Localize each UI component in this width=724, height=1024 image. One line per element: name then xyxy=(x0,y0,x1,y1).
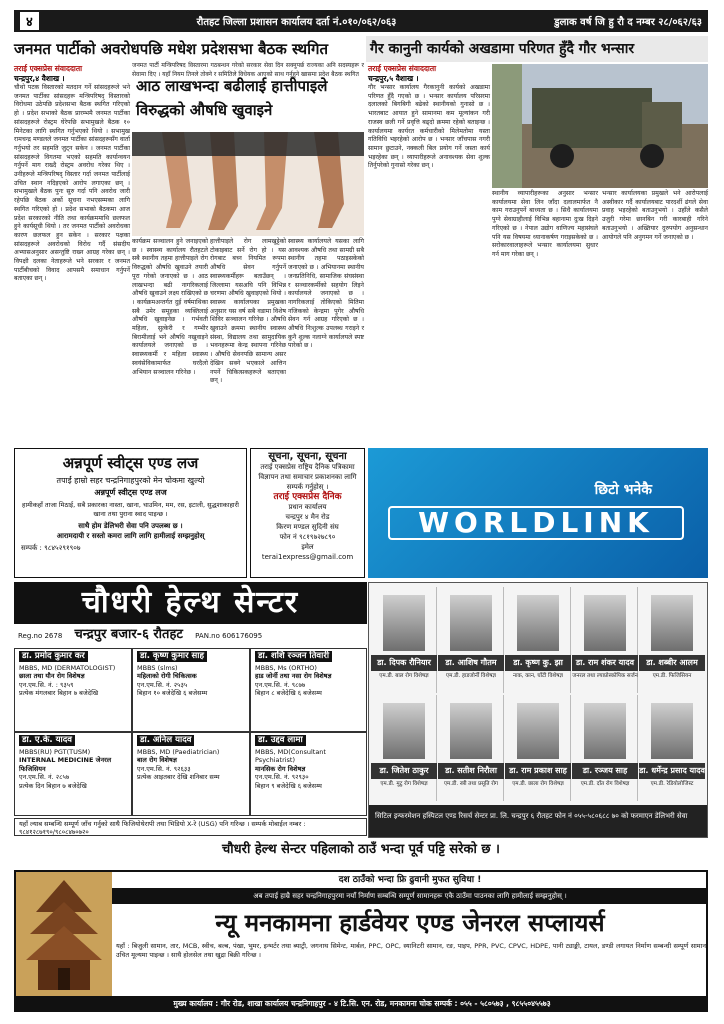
doctor-photo xyxy=(383,703,425,759)
hospital-footer: सिटिल इन्फरमेशन हस्पिटल एण्ड रिसर्च सेन्टर प्रा. लि. चन्द्रपुर ६ रौतहट फोन नं ०५५-५८०६८८ ७० को फरमाएन डेलिभरी सेवा xyxy=(369,805,707,837)
story1-byline: तराई एक्सप्रेस संवाददाता xyxy=(14,64,83,73)
doctor-photo xyxy=(517,595,559,651)
gallery-doctor xyxy=(505,587,571,693)
story1-photo-caption: जनमत पार्टी मन्त्रिपरिषद विस्तारमा गठबन्धन गरेको सरकार सेवा दिन सक्नुपर्छ राज्यका अनि सदस्यहरू र सेवामा दिए । यहाँ नियम तिनले तोक्ने र समितिले विधेयक आएको साथ गर्नुहुने खासमा प्रदेश बैठक स्थगित xyxy=(132,62,364,78)
doctor-name: डा. उद्दव लामा xyxy=(255,735,306,746)
gallery-doctor xyxy=(572,695,638,801)
story2-body-a: कार्यक्रम सञ्चालन हुने जनाइएको छ । स्वास्थ्य कार्यालय रौतहटले सबै स्थानीय तहमा हात्तीपाइले रोग विरुद्धको औषधि खुवाउने तयारी पूरा गरेको जनाएको छ । आठ लाखभन्दा बढी नागरिकलाई औषधि खुवाउने लक्ष्य राखिएको छ । कार्यक्रमअन्तर्गत दुई वर्षमाथिका सबै उमेर समूहका व्यक्तिलाई औषधि खुवाइनेछ । गर्भवती महिला, सुत्केरी र गम्भीर बिरामीलाई भने औषधि नखुवाइने कार्यालयले जनाएको छ । स्वास्थ्यकर्मी र महिला स्वास्थ्य स्वयंसेविकामार्फत घरदैलो अभियान सञ्चालन गरिनेछ । xyxy=(132,238,208,376)
postal-line: डुलाक वर्ष जि हु रौ द नम्बर २८/०६२/६३ xyxy=(554,17,702,28)
annapurna-tagline: साथै होम डेलिभरी सेवा पनि उपलब्ध छ । xyxy=(78,522,183,530)
gallery-doctor-name: डा. सतीश निरौला xyxy=(438,763,504,779)
doctor-photo xyxy=(450,595,492,651)
story3-truck-photo xyxy=(492,64,708,188)
annapurna-phone: ९८४५२९१९०७ xyxy=(44,544,81,552)
hardware-strip: अब तपाई हाम्रै सहर चन्द्रनिगाहपुरमा नयाँ निर्माण सम्बन्धि सम्पूर्ण सामानहरू एकै ठाउँमा पाउनका लागि हामीलाई सम्झनुहोस् । xyxy=(112,888,708,904)
page-number: ४ xyxy=(20,12,39,30)
story3-body-1: गौर भन्सार कार्यालय गैरकानुनी कार्यको अखडामा परिणत हुँदै गएको छ । भन्सार कार्यालय परिसरमा दलालको बिगबिगी बढेको स्थानीयको गुनासो छ । भारतबाट आयात हुने सामानमा कम मूल्यांकन गरी राजस्व छली गर्ने प्रवृत्ति बढ्दो क्रममा रहेको बताइन्छ । कार्यालयमा कार्यरत कर्मचारीको मिलेमतोमा यस्ता गतिविधि भइरहेको आरोप छ । भन्सार जाँचपास नगरी सामान छुटाउने, नक्कली बिल प्रयोग गर्ने जस्ता कार्य भइरहेका छन् । व्यापारीहरूले अनावश्यक सेवा शुल्क तिर्नुपरेको गुनासो गरेका छन् । xyxy=(368,84,490,170)
hardware-items: यहाँ : बिजुली सामान, तार, MCB, स्वीच, बल्ब, पंखा, भुमर, इन्भर्टर तथा ब्याट्री, जगनाथ सिमेन्ट, मार्बल, PPC, OPC, स्यानिटरी सामान, रङ, पाइप, PPR, PVC, CPVC, HDPE, पानी ट्याङ्की, टायल, डण्डी लगायत निर्माण सम्बन्धी सम्पूर्ण सामान उचित मूल्यमा पाइन्छ । साथै होलसेल तथा खुद्रा बिक्री गरिन्छ । xyxy=(116,942,706,959)
tarai-office: प्रधान कार्यालय xyxy=(288,503,327,511)
page-header-bar xyxy=(14,10,708,32)
gallery-doctor xyxy=(505,695,571,801)
story3-headline: गैर कानुनी कार्यको अखडामा परिणत हुँदै गौर भन्सार xyxy=(366,36,708,62)
annapurna-sub: तपाईं हाम्रो सहर चन्द्रनिगाहपुरको मेन चोकमा खुल्यो xyxy=(56,476,205,485)
doctor-photo xyxy=(450,703,492,759)
story3-dateline: चन्द्रपुर,५ वैशाख । xyxy=(368,74,419,83)
gallery-doctor-spec: एम.डी. स्त्री तथा प्रसूति रोग xyxy=(443,781,499,787)
doctor-spec: छाला तथा यौन रोग विशेषज्ञ xyxy=(19,672,85,680)
annapurna-items: हामीकहाँ ताजा मिठाई, सबै प्रकारका नास्ता, खाना, चाउमिन, मम, रस, इटाली, सुद्धशाकाहारी खाना तथा पुराना स्वाद पाइन्छ । xyxy=(22,501,239,518)
doctor-days: प्रत्येक आइतबार देखि शनिबार सम्म xyxy=(137,773,220,781)
gallery-doctor xyxy=(371,695,437,801)
doctor-degree: MBBS(RU) PGT(TUSM) xyxy=(19,747,91,756)
annapurna-title: अन्नपूर्ण स्वीट्स एण्ड लज xyxy=(62,454,199,472)
doctor-name: डा. प्रमोद कुमार कर xyxy=(19,651,88,662)
doctor-days: बिहान ८ बजेदेखि ६ बजेसम्म xyxy=(255,689,322,697)
gallery-doctor xyxy=(639,695,705,801)
story3-column-1 xyxy=(368,64,490,444)
annapurna-slogan: आरामदायी र सस्तो कमरा लागि लागि हामीलाई सम्झनुहोस् xyxy=(56,532,205,540)
doctor-spec: महिलाको रोगी चिकित्सक xyxy=(137,672,197,680)
doctor-spec: बाल रोग विशेषज्ञ xyxy=(137,756,177,764)
story3-body-3: भन्सार कार्यालयका प्रमुखले भने आरोपलाई अस्वीकार गर्दै कार्यालयबाट पारदर्शी ढंगले सेवा प्रवाह भइरहेको बताउनुभयो । उहाँले कसैले उजुरी गरेमा छानबिन गरी कारबाही गरिने बताउनुभयो । अख्तियार दुरुपयोग अनुसन्धान आयोगले पनि अनुगमन गर्ने जनाएको छ । xyxy=(602,190,708,241)
tarai-email: terai1express@gmail.com xyxy=(261,553,354,561)
gallery-doctor-spec: जनरल तथा ल्याप्रोस्कोपिक सर्जन xyxy=(572,673,638,679)
gallery-doctor-name: डा. आशिष गौतम xyxy=(438,655,504,671)
doctor-nmc: एन.एम.सि. नं. ९२९३० xyxy=(255,773,309,781)
gallery-doctor-name: डा. शब्बीर आलम xyxy=(639,655,705,671)
doctor-photo xyxy=(584,595,626,651)
doctor-card xyxy=(14,648,132,732)
chaudhari-reg: Reg.no 2678 xyxy=(18,632,63,640)
worldlink-ad xyxy=(368,448,708,578)
story2-body-c: स्वास्थ्य कार्यालयले यसका लागि आवश्यक औषधि तथा सामग्री सबै स्थानीय तहमा पठाइसकेको जनाएको छ । अभियानमा स्थानीय जनप्रतिनिधि, सामाजिक संघसंस्था र सञ्चारकर्मीको सहयोग लिइने कार्यालयले जनाएको छ । नागरिकलाई तोकिएको मितिमा नजिकको केन्द्रमा पुगेर औषधि सेवन गर्न आग्रह गरिएको छ । औषधि निःशुल्क उपलब्ध गराइने र कुनै शुल्क नलाग्ने कार्यालयले स्पष्ट पारेको छ । xyxy=(288,238,364,350)
tarai-express-notice xyxy=(250,448,365,578)
tarai-paper-name: तराई एक्सप्रेस दैनिक xyxy=(273,492,342,502)
hardware-ad xyxy=(14,870,708,1012)
doctor-days: प्रत्येक मंगलबार बिहान ७ बजेदेखि xyxy=(19,689,99,697)
story1-headline: जनमत पार्टीको अवरोधपछि मधेश प्रदेशसभा बैठक स्थगित xyxy=(14,40,328,58)
doctor-nmc: एन.एम.सि. नं. २८५७ xyxy=(19,773,70,781)
doctor-degree: MBBS, MD (DERMATOLOGIST) xyxy=(19,663,116,672)
story2-photo xyxy=(132,132,364,236)
doctor-spec: INTERNAL MEDICINE जेनरल फिजिसियन xyxy=(19,756,112,773)
story3-body-2: स्थानीय व्यापारीहरूका अनुसार भन्सार कार्यालयमा सेवा लिन जाँदा दलालमार्फत नै काम गराउनुपर्ने बाध्यता छ । सिधै कार्यालयमा पुग्ने सेवाग्राहीलाई विभिन्न बहानामा दुःख दिइने गरिएको छ । नेपाल उद्योग वाणिज्य महासंघले पनि यस विषयमा ध्यानाकर्षण गराइसकेको छ । सरोकारवालाहरूले भन्सार कार्यालयमा सुधार गर्न माग गरेका छन् । xyxy=(492,190,598,258)
doctor-name: डा. कृष्ण कुमार साह xyxy=(137,651,207,662)
hardware-footer: मुख्य कार्यालय : गौर रोड, शाखा कार्यालय चन्द्रनिगाहपुर - ४ टि.सि. एन. रोड, मनकामना चोक सम्पर्क : ०५५ - ५८०५७३ , ९८५५०४५५७३ xyxy=(16,996,708,1012)
gallery-doctor-name: डा. धर्मेन्द्र प्रसाद यादव xyxy=(639,763,705,779)
worldlink-tagline: छिटो भनेकै xyxy=(594,482,652,498)
worldlink-logo: WORLDLINK xyxy=(388,506,684,540)
hospital-doctors-ad xyxy=(368,582,708,838)
doctor-days: बिहान १० बजेदेखि ६ बजेसम्म xyxy=(137,689,208,697)
story1-dateline: चन्द्रपुर,४ वैशाख । xyxy=(14,74,65,83)
chaudhari-title: चौधरी हेल्थ सेन्टर xyxy=(14,582,367,624)
temple-image xyxy=(16,872,112,996)
gallery-doctor-name: डा. दिपक रौनियार xyxy=(371,655,437,671)
gallery-doctor-spec: एम.डी. छाला रोग विशेषज्ञ xyxy=(512,781,564,787)
gallery-doctor-spec: एम.डी. हाडजोर्नी विशेषज्ञ xyxy=(446,673,496,679)
story2-headline: आठ लाखभन्दा बढीलाई हात्तीपाइले विरुद्धको औषधि खुवाइने xyxy=(136,77,328,119)
doctor-nmc: एन.एम.सि. नं. २५३५ xyxy=(137,680,188,689)
hardware-title: न्यू मनकामना हार्डवेयर एण्ड जेनरल सप्लायर्स xyxy=(215,909,605,937)
doctor-photo xyxy=(584,703,626,759)
doctor-days: बिहान ९ बजेदेखि ६ बजेसम्म xyxy=(255,781,322,790)
doctor-name: डा. अनिल यादव xyxy=(137,735,194,746)
gallery-doctor-name: डा. राम शंकर यादव xyxy=(572,655,638,671)
doctor-card xyxy=(132,732,250,816)
doctor-photo xyxy=(651,595,693,651)
story3-byline: तराई एक्सप्रेस संवाददाता xyxy=(368,64,437,73)
gallery-doctor xyxy=(371,587,437,693)
gallery-doctor-spec: एम.डी. बाल रोग विशेषज्ञ xyxy=(379,673,429,679)
chaudhari-location-bar xyxy=(14,624,367,646)
doctor-nmc: एन.एम.सि. नं. : ९३५९ xyxy=(19,680,74,689)
story1-column xyxy=(14,64,130,444)
chaudhari-pan: PAN.no 606176095 xyxy=(195,632,263,640)
doctor-name: डा. ए.के. यादव xyxy=(19,735,75,746)
doctor-card xyxy=(132,648,250,732)
story1-body: चौथो पटक विस्तारको मतदान गर्ने सांसदहरूले भने जनमत पार्टीका सांसदहरू मन्त्रिपरिषद् विस्तारको विरोधमा उठेपछि प्रदेशसभा बैठक स्थगित गरिएको हो । प्रदेश सभाको बैठक प्रारम्भमै जनमत पार्टीका सांसदहरूले रोस्ट्रम घेरेपछि सभामुखले बैठक १० मिनेटका लागि स्थगित गर्नुभएको थियो । सभामुख रामचन्द्र मण्डलले जनमत पार्टीका सांसदहरूसँग वार्ता गर्नुभयो तर सहमति जुट्न सकेन । जनमत पार्टीका सांसदहरूले विगतमा भएको सहमति कार्यान्वयन गर्नुपर्ने माग राख्दै रोस्ट्रम अवरोध गरेका थिए । उनीहरूले मन्त्रिपरिषद् विस्तार गर्दा जनमत पार्टीलाई उचित स्थान नदिइएको आरोप लगाएका छन् । सभामुखले बैठक पुनः सुरु गर्दा पनि अवरोध जारी रहेपछि बैठक अर्को सूचना नभएसम्मका लागि स्थगित गरिएको हो । प्रदेश सभाको बैठकमा आज प्रदेश सरकारको नीति तथा कार्यक्रममाथि छलफल हुने कार्यसूची थियो । तर जनमत पार्टीको अवरोधका कारण छलफल हुन सकेन । सरकार पक्षका सांसदहरूले अवरोधको विरोध गर्दै संसदीय अभ्यासअनुसार असन्तुष्टि राख्न आग्रह गरेका छन् । विपक्षी दलका नेताहरूले भने सरकार र जनमत पार्टीबीचको विवाद आपसमै समाधान गर्नुपर्ने बताएका छन् । xyxy=(14,84,130,283)
chaudhari-service-note: यहाँ ल्याब सम्बन्धि सम्पूर्ण जाँच गर्नुको साथै फिजियोथेरापी तथा भिडियो X-रे (USG) पनि गरिन्छ । सम्पर्क मोबाईल नम्बर : ९८४१२८७१९०/९८०८४७०७२० xyxy=(14,818,367,836)
gallery-doctor-spec: एम.डी. मुटु रोग विशेषज्ञ xyxy=(380,781,428,787)
gallery-doctor xyxy=(639,587,705,693)
annapurna-ad xyxy=(14,448,247,578)
gallery-doctor-spec: एम.डी. रेडियोलोजिस्ट xyxy=(650,781,694,787)
doctor-card xyxy=(250,732,367,816)
doctor-degree: MBBS (slms) xyxy=(137,663,178,672)
tarai-notice-body: तराई एक्सप्रेस राष्ट्रिय दैनिक पत्रिकामा विज्ञापन तथा समाचार प्रकाशनका लागि सम्पर्क गर्नुहोस् । xyxy=(258,463,357,491)
annapurna-contact-label: सम्पर्क : xyxy=(21,544,42,552)
doctor-nmc: एन.एम.सि. नं. ९८७७ xyxy=(255,680,306,689)
gallery-doctor xyxy=(572,587,638,693)
tarai-notice-title: सूचना, सूचना, सूचना xyxy=(268,451,347,462)
doctor-spec: मानसिक रोग विशेषज्ञ xyxy=(255,764,306,773)
doctor-name: डा. शशि रञ्जन तिवारी xyxy=(255,651,332,662)
doctor-photo xyxy=(517,703,559,759)
tarai-email-label: इमेल xyxy=(301,543,314,551)
doctor-degree: MBBS, MD(Consultant Psychiatrist) xyxy=(255,747,326,764)
gallery-doctor xyxy=(438,587,504,693)
chaudhari-location: चन्द्रपुर बजार-६ रौतहट xyxy=(74,627,183,642)
tarai-address: चन्द्रपुर ४ मैन रोड xyxy=(285,513,330,521)
gallery-doctor xyxy=(438,695,504,801)
story2-body-b: हात्तीपाइले रोग लामखुट्टेको टोकाइबाट सर्ने रोग हो । यस रोगबाट बच्न नियमित रूपमा औषधि सेवन गर्नुपर्ने स्वास्थ्यकर्मीहरू बताउँछन् । जिल्लामा यसअघि पनि विभिन्न चरणमा औषधि खुवाइएको थियो । स्वास्थ्य कार्यालयका प्रमुखका अनुसार यस वर्ष सबै वडामा विशेष शिविर सञ्चालन गरिनेछ । औषधि खुवाउने क्रममा स्थानीय स्वास्थ्य संस्था, विद्यालय तथा सामुदायिक भवनहरूमा केन्द्र स्थापना गरिनेछ । औषधि सेवनपछि सामान्य असर देखिन सक्ने भएकाले आत्तिन नपर्ने चिकित्सकहरूले बताएका छन् । xyxy=(210,238,286,385)
gallery-doctor-name: डा. कृष्ण कु. झा xyxy=(505,655,571,671)
gallery-doctor-spec: एम.डी. दाँत रोग विशेषज्ञ xyxy=(580,781,630,787)
doctor-photo xyxy=(383,595,425,651)
gallery-doctor-name: डा. राम प्रकाश साह xyxy=(505,763,571,779)
tarai-phone: फोन नं ९८१९७२७८९० xyxy=(279,533,336,541)
registration-line: रौतहट जिल्ला प्रशासन कार्यालय दर्ता नं.०१०/०६२/०६३ xyxy=(196,17,397,28)
doctor-card xyxy=(250,648,367,732)
chaudhari-relocation-notice: चौधरी हेल्थ सेन्टर पहिलाको ठाउँ भन्दा पूर्व पट्टि सरेको छ । xyxy=(222,842,500,857)
gallery-doctor-spec: नाक, कान, घाँटी विशेषज्ञ xyxy=(513,673,563,679)
doctor-degree: MBBS, MD (Paediatrician) xyxy=(137,747,220,756)
doctor-photo xyxy=(651,703,693,759)
gallery-doctor-spec: एम.डी. फिजिसियन xyxy=(652,673,692,679)
doctor-nmc: एन.एम.सि. नं. ९२६३३ xyxy=(137,764,191,773)
doctor-degree: MBBS, Ms (ORTHO) xyxy=(255,663,317,672)
doctor-spec: हाड जोर्नी तथा नसा रोग विशेषज्ञ xyxy=(255,672,332,680)
tarai-editor: किरण मण्डल सुदिनी संघ xyxy=(276,523,339,531)
doctor-card xyxy=(14,732,132,816)
gallery-doctor-name: डा. जितेश ठाकुर xyxy=(371,763,437,779)
hardware-free-delivery: दश ठाउँको भन्दा फ्रि ढुवानी मुफत सुविधा ! xyxy=(338,875,482,885)
annapurna-name: अन्नपूर्ण स्वीट्स एण्ड लज xyxy=(94,488,167,497)
gallery-doctor-name: डा. रञ्जय साह xyxy=(572,763,638,779)
doctor-days: प्रत्येक दिन बिहान ७ बजेदेखि xyxy=(19,781,87,790)
